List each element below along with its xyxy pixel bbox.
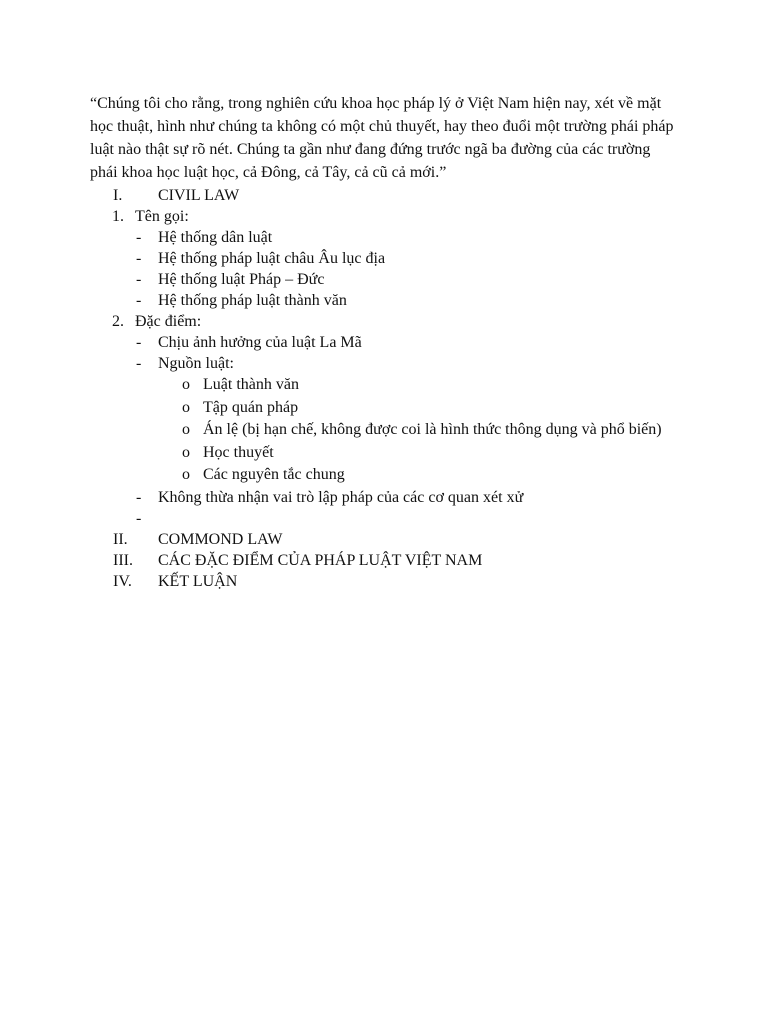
list-text: Hệ thống pháp luật thành văn [158, 292, 347, 309]
heading-conclusion [90, 571, 730, 592]
list-marker: o [182, 466, 190, 483]
list-item [90, 248, 730, 269]
list-marker: - [136, 334, 142, 351]
list-marker: 2. [112, 313, 124, 330]
list-text: Các nguyên tắc chung [203, 466, 345, 483]
list-text: CIVIL LAW [158, 187, 240, 204]
list-marker: - [136, 271, 142, 288]
list-marker: 1. [112, 208, 124, 225]
list-text: Hệ thống pháp luật châu Âu lục địa [158, 250, 386, 267]
list-text: Hệ thống luật Pháp – Đức [158, 271, 325, 288]
list-text: Hệ thống dân luật [158, 229, 273, 246]
list-text: COMMOND LAW [158, 530, 283, 548]
list-text: Luật thành văn [203, 376, 299, 393]
list-text: Tập quán pháp [203, 398, 299, 416]
sub-list-item [90, 464, 730, 487]
list-text: Đặc điểm: [135, 313, 202, 330]
list-marker: - [136, 509, 142, 527]
list-text: Học thuyết [203, 443, 274, 461]
list-item-dac-diem [90, 311, 730, 332]
sub-list-item [90, 442, 730, 465]
list-marker: - [136, 229, 142, 246]
list-text: Không thừa nhận vai trò lập pháp của các cơ quan xét xử [158, 488, 524, 506]
list-item [90, 332, 730, 353]
list-marker: - [136, 488, 142, 506]
heading-commond-law [90, 529, 730, 550]
heading-vietnam-law [90, 550, 730, 571]
list-marker: - [136, 355, 142, 372]
list-text: Chịu ảnh hưởng của luật La Mã [158, 334, 362, 351]
heading-civil-law [90, 185, 730, 206]
list-item [90, 290, 730, 311]
list-marker: o [182, 398, 190, 416]
list-item-ten-goi [90, 206, 730, 227]
list-item-empty [90, 508, 730, 529]
outline-list [90, 185, 730, 592]
sub-list-item [90, 397, 730, 420]
list-text: Tên gọi: [135, 208, 189, 225]
list-text: Án lệ (bị hạn chế, không được coi là hình thức thông dụng và phổ biến) [203, 421, 662, 438]
sub-list-item [90, 374, 730, 397]
sub-list-item [90, 419, 730, 442]
list-item [90, 353, 730, 374]
list-item [90, 227, 730, 248]
intro-quote: “Chúng tôi cho rằng, trong nghiên cứu khoa học pháp lý ở Việt Nam hiện nay, xét về mặt học thuật, hình như chúng ta không có một chủ thuyết, hay theo đuổi một trường phái pháp luật nào thật sự rõ nét. Chúng ta gần như đang đứng trước ngã ba đường của các trường phái khoa học luật học, cả Đông, cả Tây, cả cũ cả mới.” [90, 95, 674, 181]
list-item [90, 487, 730, 508]
list-marker: - [136, 292, 142, 309]
list-marker: o [182, 376, 190, 393]
list-marker: II. [113, 530, 128, 548]
list-marker: o [182, 421, 190, 438]
list-marker: IV. [113, 572, 132, 590]
list-marker: III. [113, 551, 133, 569]
list-text: CÁC ĐẶC ĐIỂM CỦA PHÁP LUẬT VIỆT NAM [158, 551, 483, 569]
list-marker: I. [113, 187, 123, 204]
list-marker: - [136, 250, 142, 267]
list-item [90, 269, 730, 290]
list-text: KẾT LUẬN [158, 572, 238, 590]
list-marker: o [182, 443, 190, 461]
list-text: Nguồn luật: [158, 355, 234, 372]
